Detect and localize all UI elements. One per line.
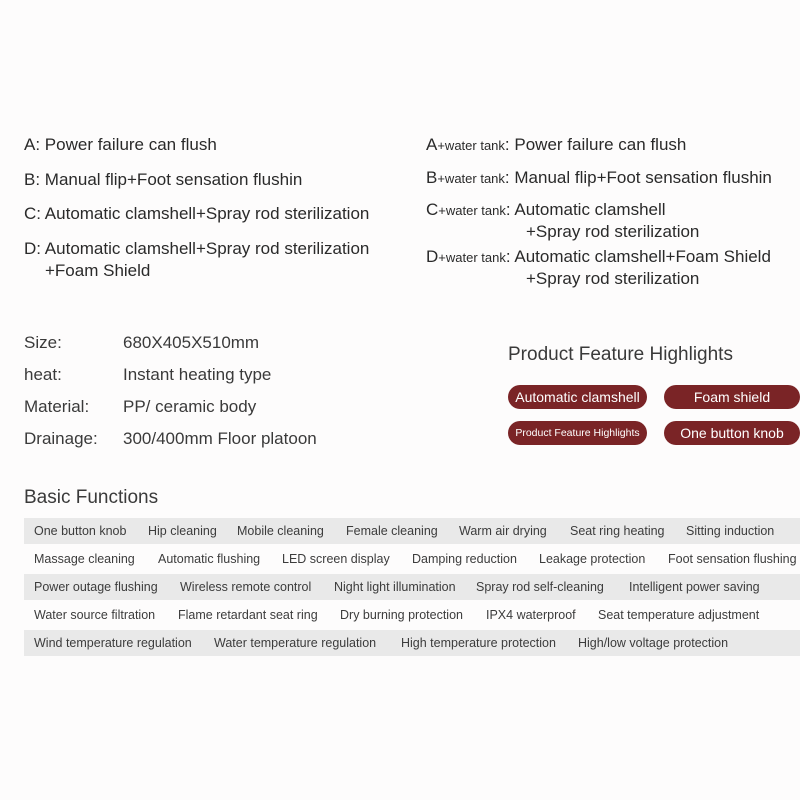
spec-value-material: PP/ ceramic body <box>123 397 257 416</box>
function-item: Warm air drying <box>459 524 547 538</box>
highlight-pill-product-feature: Product Feature Highlights <box>508 421 647 445</box>
function-item: Automatic flushing <box>158 552 261 566</box>
function-item: Foot sensation flushing <box>668 552 797 566</box>
model-d: D: Automatic clamshell+Spray rod sterilization <box>24 239 370 258</box>
function-item: Damping reduction <box>412 552 517 566</box>
function-item: Night light illumination <box>334 580 456 594</box>
function-item: Hip cleaning <box>148 524 217 538</box>
model-d-water-tank: D+water tank: Automatic clamshell+Foam Shield <box>426 247 771 266</box>
function-row <box>24 602 800 628</box>
model-c-water-tank-line2: +Spray rod sterilization <box>526 222 700 241</box>
function-item: Leakage protection <box>539 552 646 566</box>
model-a: A: Power failure can flush <box>24 135 217 154</box>
function-item: Seat ring heating <box>570 524 665 538</box>
spec-label-drainage: Drainage: <box>24 429 98 448</box>
function-row <box>24 630 800 656</box>
spec-value-heat: Instant heating type <box>123 365 272 384</box>
function-item: Wireless remote control <box>180 580 312 594</box>
function-item: Flame retardant seat ring <box>178 608 318 622</box>
function-item: Mobile cleaning <box>237 524 324 538</box>
function-item: Seat temperature adjustment <box>598 608 760 622</box>
function-row <box>24 574 800 600</box>
function-item: Massage cleaning <box>34 552 135 566</box>
basic-functions-title: Basic Functions <box>24 487 159 508</box>
function-item: Intelligent power saving <box>629 580 760 594</box>
function-item: Dry burning protection <box>340 608 463 622</box>
model-d-line2: +Foam Shield <box>45 261 151 280</box>
model-b-water-tank: B+water tank: Manual flip+Foot sensation flushin <box>426 168 772 187</box>
model-c: C: Automatic clamshell+Spray rod sterilization <box>24 204 370 223</box>
highlight-pill-foam-shield: Foam shield <box>664 385 800 409</box>
highlight-pill-automatic-clamshell: Automatic clamshell <box>508 385 647 409</box>
spec-label-material: Material: <box>24 397 90 416</box>
spec-value-size: 680X405X510mm <box>123 333 260 352</box>
model-d-water-tank-line2: +Spray rod sterilization <box>526 269 700 288</box>
function-item: Female cleaning <box>346 524 438 538</box>
model-a-water-tank: A+water tank: Power failure can flush <box>426 135 687 154</box>
function-item: High/low voltage protection <box>578 636 729 650</box>
function-item: Water temperature regulation <box>214 636 377 650</box>
function-item: Sitting induction <box>686 524 775 538</box>
function-item: LED screen display <box>282 552 390 566</box>
spec-label-size: Size: <box>24 333 62 352</box>
function-item: High temperature protection <box>401 636 556 650</box>
function-item: IPX4 waterproof <box>486 608 576 622</box>
function-row <box>24 518 800 544</box>
function-item: Spray rod self-cleaning <box>476 580 604 594</box>
spec-value-drainage: 300/400mm Floor platoon <box>123 429 317 448</box>
highlights-title: Product Feature Highlights <box>508 344 733 365</box>
model-b: B: Manual flip+Foot sensation flushin <box>24 170 303 189</box>
model-c-water-tank: C+water tank: Automatic clamshell <box>426 200 666 219</box>
function-item: One button knob <box>34 524 127 538</box>
function-row <box>24 546 800 572</box>
function-item: Wind temperature regulation <box>34 636 192 650</box>
function-item: Power outage flushing <box>34 580 158 594</box>
highlight-pill-one-button-knob: One button knob <box>664 421 800 445</box>
function-item: Water source filtration <box>34 608 156 622</box>
spec-label-heat: heat: <box>24 365 62 384</box>
